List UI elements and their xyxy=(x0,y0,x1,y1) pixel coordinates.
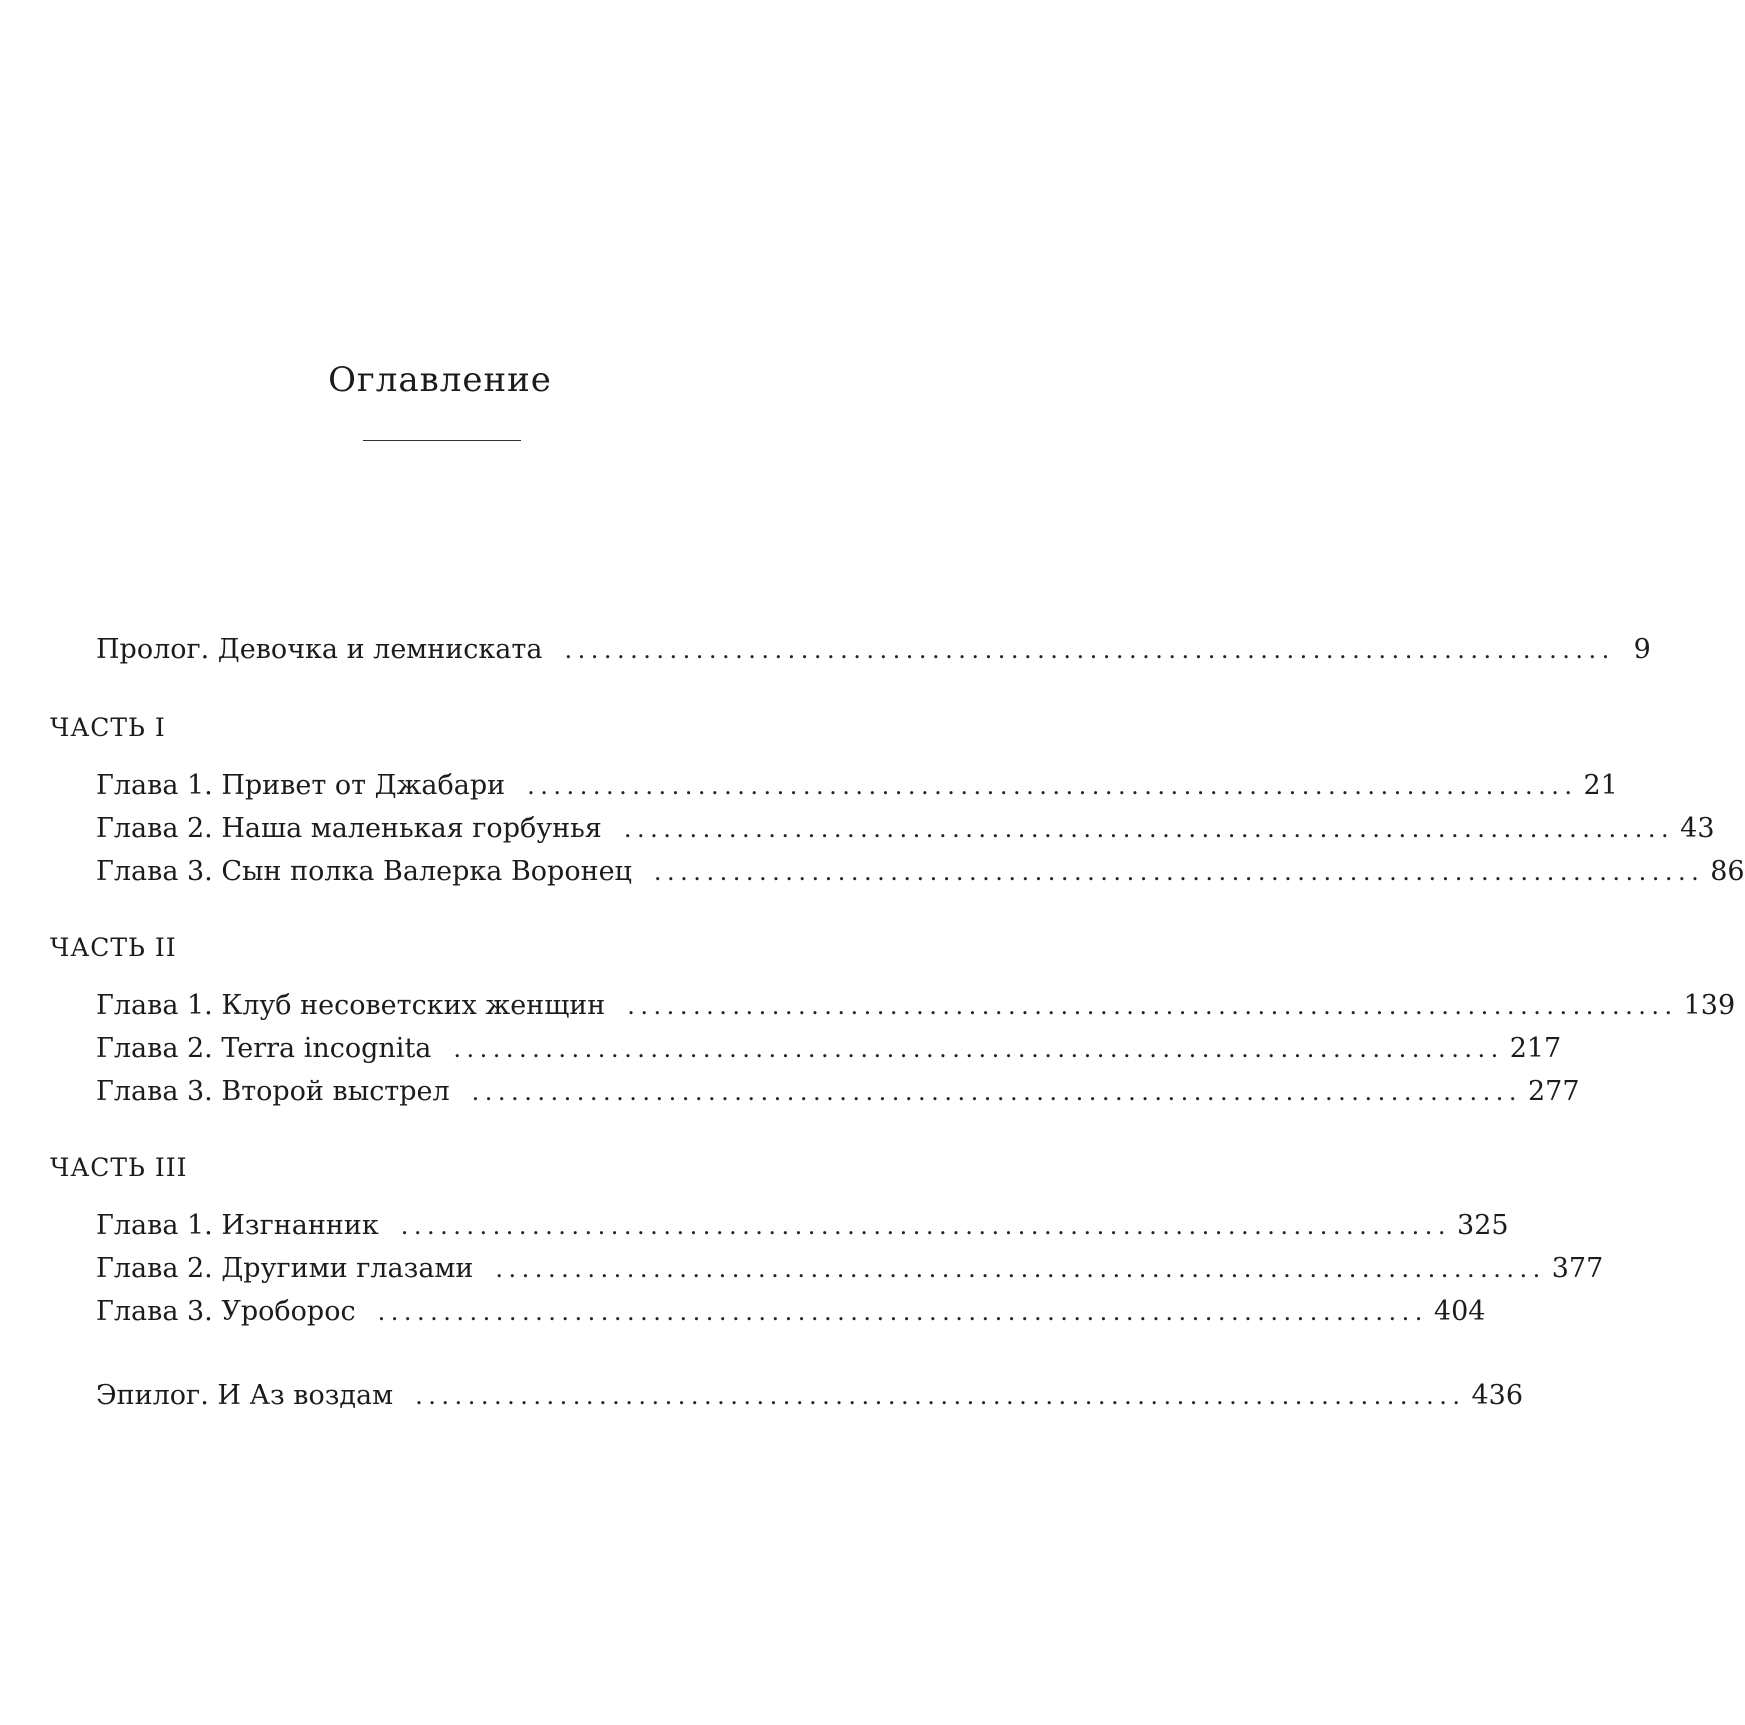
toc-entry-label: Глава 1. Изгнанник xyxy=(96,1210,379,1241)
part-heading-1: ЧАСТЬ I xyxy=(50,713,166,742)
dot-leader: ................................................................................ xyxy=(627,992,1678,1020)
toc-entry-label: Глава 1. Клуб несоветских женщин xyxy=(96,990,606,1021)
toc-entry-part1-chapter3[interactable] xyxy=(96,854,1745,890)
dot-leader: ................................................................................ xyxy=(564,636,1615,664)
toc-page-number: 377 xyxy=(1551,1253,1604,1284)
toc-page-number: 139 xyxy=(1683,990,1736,1021)
part-heading-2: ЧАСТЬ II xyxy=(50,933,177,962)
toc-entry-part3-chapter3[interactable] xyxy=(96,1294,1486,1330)
toc-entry-prologue[interactable] xyxy=(96,632,1651,668)
dot-leader: ................................................................................ xyxy=(415,1382,1466,1410)
part-heading-3: ЧАСТЬ III xyxy=(50,1153,188,1182)
toc-entry-label: Глава 3. Сын полка Валерка Воронец xyxy=(96,856,632,887)
toc-page-number: 325 xyxy=(1457,1210,1509,1241)
dot-leader: ................................................................................ xyxy=(653,858,1705,886)
toc-entry-label: Глава 3. Уроборос xyxy=(96,1296,356,1327)
toc-page-number: 404 xyxy=(1433,1296,1486,1327)
toc-entry-label: Глава 3. Второй выстрел xyxy=(96,1076,450,1107)
toc-entry-part2-chapter1[interactable] xyxy=(96,988,1736,1024)
dot-leader: ................................................................................ xyxy=(400,1212,1452,1240)
toc-entry-part1-chapter1[interactable] xyxy=(96,768,1618,804)
toc-entry-part3-chapter2[interactable] xyxy=(96,1251,1604,1287)
toc-entry-label: Глава 2. Terra incognita xyxy=(96,1033,432,1064)
toc-page-number: 86 xyxy=(1710,856,1745,887)
toc-page-number: 277 xyxy=(1527,1076,1580,1107)
dot-leader: ................................................................................ xyxy=(527,772,1578,800)
toc-page-number: 43 xyxy=(1680,813,1715,844)
toc-entry-label: Глава 2. Наша маленькая горбунья xyxy=(96,813,602,844)
toc-entry-part2-chapter2[interactable] xyxy=(96,1031,1562,1067)
title-divider xyxy=(363,440,521,441)
toc-entry-label: Глава 2. Другими глазами xyxy=(96,1253,474,1284)
toc-entry-label: Пролог. Девочка и лемниската xyxy=(96,634,543,665)
dot-leader: ................................................................................ xyxy=(623,815,1675,843)
toc-entry-label: Глава 1. Привет от Джабари xyxy=(96,770,506,801)
toc-entry-part1-chapter2[interactable] xyxy=(96,811,1715,847)
toc-page-number: 21 xyxy=(1583,770,1618,801)
toc-entry-part2-chapter3[interactable] xyxy=(96,1074,1580,1110)
page-title: Оглавление xyxy=(328,360,552,400)
toc-page-number: 217 xyxy=(1509,1033,1562,1064)
toc-page-number: 9 xyxy=(1633,634,1651,665)
toc-entry-label: Эпилог. И Аз воздам xyxy=(96,1380,394,1411)
toc-page-number: 436 xyxy=(1471,1380,1524,1411)
dot-leader: ................................................................................ xyxy=(495,1255,1546,1283)
dot-leader: ................................................................................ xyxy=(377,1298,1428,1326)
toc-entry-part3-chapter1[interactable] xyxy=(96,1208,1509,1244)
dot-leader: ................................................................................ xyxy=(471,1078,1522,1106)
dot-leader: ................................................................................ xyxy=(453,1035,1504,1063)
toc-entry-epilogue[interactable] xyxy=(96,1378,1524,1414)
